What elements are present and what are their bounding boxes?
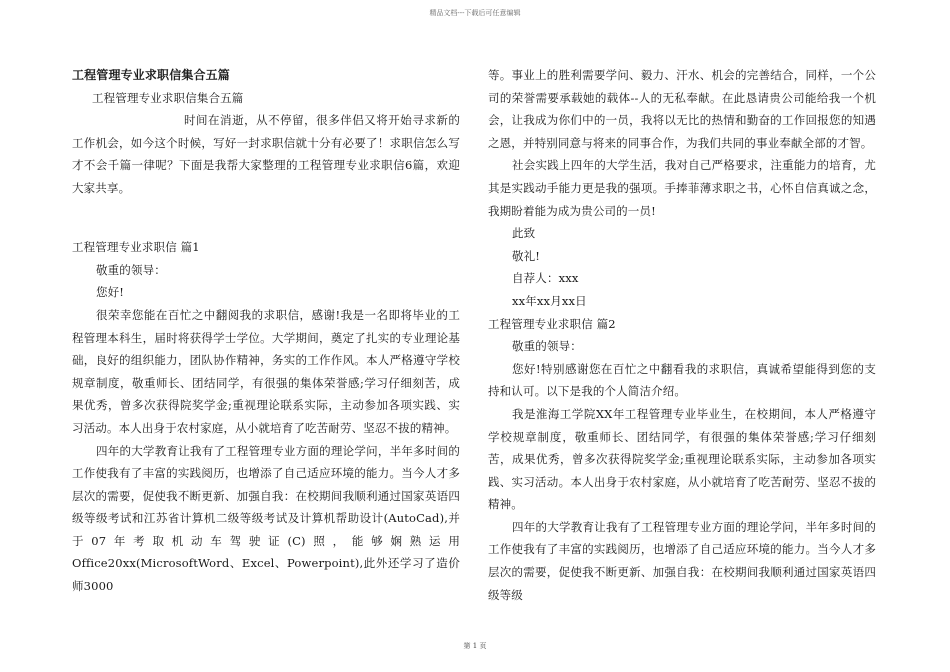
intro-paragraph: 时间在消逝，从不停留，很多伴侣又将开始寻求新的工作机会，如今这个时候，写好一封求职信就十分有必要了！求职信怎么写才不会千篇一律呢？下面是我帮大家整理的工程管理专业求职信6篇，欢迎大家共享。 — [72, 113, 460, 195]
date-line: xx年xx月xx日 — [512, 293, 587, 308]
section-heading-2: 工程管理专业求职信 篇2 — [488, 316, 616, 331]
body-paragraph-2: 四年的大学教育让我有了工程管理专业方面的理论学问，半年多时间的工作使我有了丰富的实践阅历，也增添了自己适应环境的能力。当今人才多层次的需要，促使我不断更新、加强自我：在校期间我顺利通过国家英语四级等级考试和江苏省计算机二级等级考试及计算机帮助设计(AutoCad),并于07年考取机动车驾驶证(C)照，能够娴熟运用Office20xx(MicrosoftWord、Excel、Powerpoint),此外还学习了造价师3000 — [72, 443, 460, 594]
body-paragraph-1: 很荣幸您能在百忙之中翻阅我的求职信，感谢!我是一名即将毕业的工程管理本科生，届时将获得学士学位。大学期间，奠定了扎实的专业理论基础，良好的组织能力，团队协作精神，务实的工作作风。本人严格遵守学校规章制度，敬重师长、团结同学，有很强的集体荣誉感;学习仔细刻苦，成果优秀，曾多次获得院奖学金;重视理论联系实际，主动参加各项实践、实习活动。本人出身于农村家庭，从小就培育了吃苦耐劳、坚忍不拔的精神。 — [72, 307, 460, 435]
document-title: 工程管理专业求职信集合五篇 — [72, 68, 230, 82]
continued-paragraph: 等。事业上的胜利需要学问、毅力、汗水、机会的完善结合，同样，一个公司的荣誉需要承载她的载体--人的无私奉献。在此恳请贵公司能给我一个机会，让我成为你们中的一员，我将以无比的热情和勤奋的工作回报您的知遇之恩，并特别同意与将来的同事合作，为我们共同的事业奉献全部的才智。 — [488, 68, 876, 150]
page-header: 精品文档---下载后可任意编辑 — [429, 9, 521, 17]
left-column — [72, 64, 460, 598]
section-heading-1: 工程管理专业求职信 篇1 — [72, 240, 200, 255]
closing-line-2: 敬礼! — [512, 248, 541, 263]
document-subtitle: 工程管理专业求职信集合五篇 — [92, 90, 244, 105]
intro-paragraph-2: 我是淮海工学院XX年工程管理专业毕业生，在校期间，本人严格遵守学校规章制度，敬重师长、团结同学，有很强的集体荣誉感;学习仔细刻苦，成果优秀，曾多次获得院奖学金;重视理论联系实际，主动参加各项实践、实习活动。本人出身于农村家庭，从小就培育了吃苦耐劳、坚忍不拔的精神。 — [488, 406, 876, 512]
hello: 您好! — [96, 285, 125, 300]
social-practice-paragraph: 社会实践上四年的大学生活，我对自己严格要求，注重能力的培育，尤其是实践动手能力更是我的强项。手捧菲薄求职之书，心怀自信真诚之念，我期盼着能为成为贵公司的一员! — [488, 158, 876, 218]
page-number: 第 1 页 — [463, 642, 487, 650]
closing-line-1: 此致 — [512, 226, 536, 241]
education-paragraph: 四年的大学教育让我有了工程管理专业方面的理论学问，半年多时间的工作使我有了丰富的实践阅历，也增添了自己适应环境的能力。当今人才多层次的需要，促使我不断更新、加强自我：在校期间我顺利通过国家英语四级等级 — [488, 519, 876, 602]
right-column — [488, 64, 876, 606]
greeting-2: 敬重的领导： — [512, 339, 582, 354]
greeting: 敬重的领导： — [96, 262, 166, 277]
signer: 自荐人：xxx — [512, 271, 579, 286]
thanks-paragraph: 您好!特别感谢您在百忙之中翻看我的求职信，真诚希望能得到您的支持和认可。以下是我的个人简洁介绍。 — [488, 361, 876, 399]
